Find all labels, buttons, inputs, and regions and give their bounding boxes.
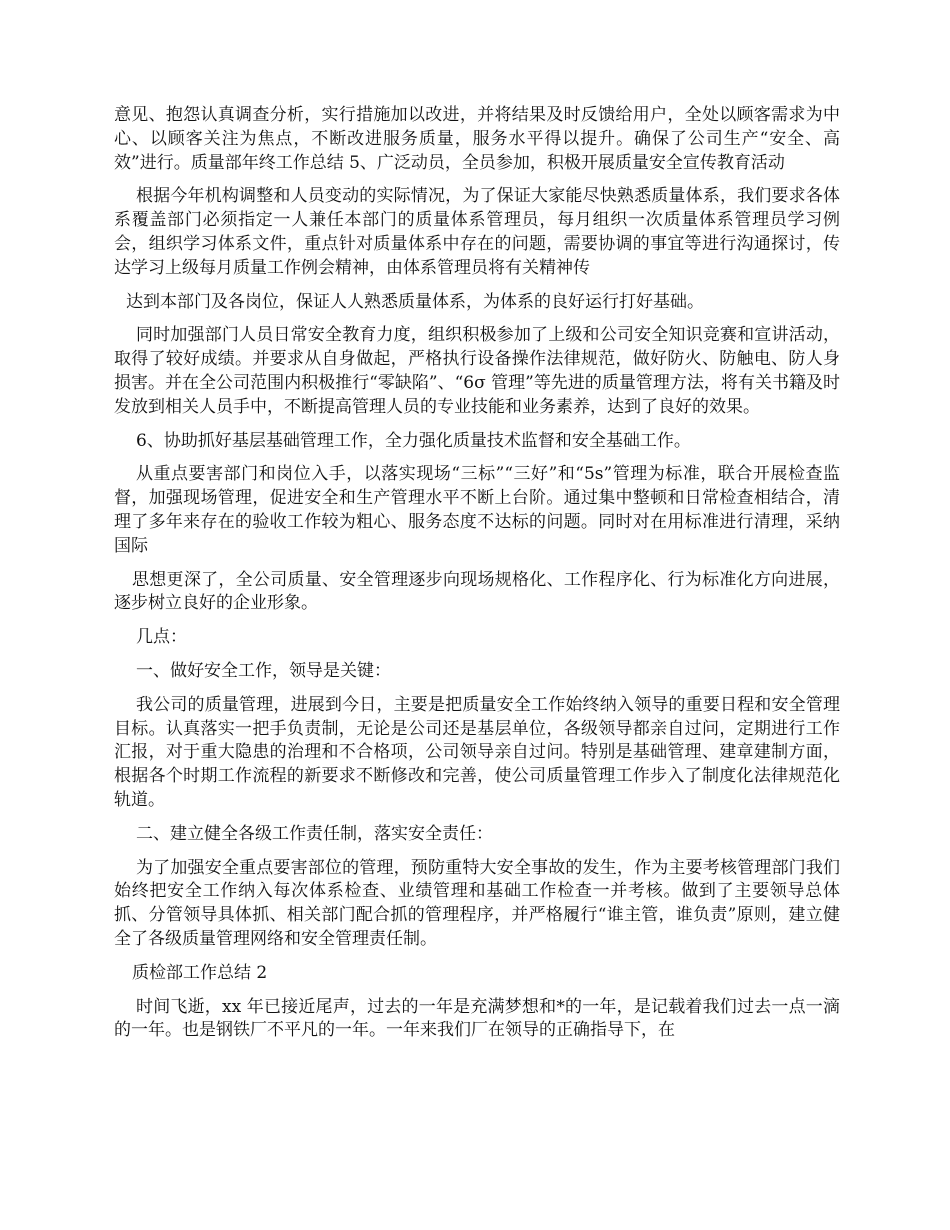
heading-summary-2: 质检部工作总结 2 [132,962,268,983]
paragraph-responsibility-system: 为了加强安全重点要害部位的管理，预防重特大安全事故的发生，作为主要考核管理部门我们始终把安全工作纳入每次体系检查、业绩管理和基础工作检查一并考核。做到了主要领导总体抓、分管领导具体抓、相关部门配合抓的管理程序，并严格履行“谁主管，谁负责”原则，建立健全了各级质量管理网络和安全管理责任制。 [114,857,840,949]
paragraph-section-6-heading: 6、协助抓好基层基础管理工作，全力强化质量技术监督和安全基础工作。 [136,430,691,451]
heading-leadership-key: 一、做好安全工作，领导是关键： [136,660,391,681]
paragraph-site-management: 从重点要害部门和岗位入手，以落实现场“三标”“三好”和“5s”管理为标准，联合开展检查监督，加强现场管理，促进安全和生产管理水平不断上台阶。通过集中整顿和日常检查相结合，清理了多年来存在的验收工作较为粗心、服务态度不达标的问题。同时对在用标准进行清理，采纳国际 [114,464,840,556]
paragraph-quality-system-adjustment: 根据今年机构调整和人员变动的实际情况，为了保证大家能尽快熟悉质量体系，我们要求各体系覆盖部门必须指定一人兼任本部门的质量体系管理员，每月组织一次质量体系管理员学习例会，组织学习体系文件，重点针对质量体系中存在的问题，需要协调的事宜等进行沟通探讨，传达学习上级每月质量工作例会精神，由体系管理员将有关精神传 [114,186,840,278]
paragraph-points: 几点： [136,627,187,648]
paragraph-customer-feedback: 意见、抱怨认真调查分析，实行措施加以改进，并将结果及时反馈给用户，全处以顾客需求为中心、以顾客关注为焦点，不断改进服务质量，服务水平得以提升。确保了公司生产“安全、高效”进行。质量部年终工作总结 5、广泛动员，全员参加，积极开展质量安全宣传教育活动 [114,105,840,173]
paragraph-leadership-management: 我公司的质量管理，进展到今日，主要是把质量安全工作始终纳入领导的重要日程和安全管理目标。认真落实一把手负责制，无论是公司还是基层单位，各级领导都亲自过问，定期进行工作汇报，对于重大隐患的治理和不合格项，公司领导亲自过问。特别是基础管理、建章建制方面，根据各个时期工作流程的新要求不断修改和完善，使公司质量管理工作步入了制度化法律规范化轨道。 [114,694,840,810]
paragraph-safety-education: 同时加强部门人员日常安全教育力度，组织积极参加了上级和公司安全知识竞赛和宣讲活动，取得了较好成绩。并要求从自身做起，严格执行设备操作法律规范，做好防火、防触电、防人身损害。并在全公司范围内积极推行“零缺陷”、“6σ 管理”等先进的质量管理方法，将有关书籍及时发放到相关人员手中，不断提高管理人员的专业技能和业务素养，达到了良好的效果。 [114,325,840,417]
paragraph-quality-system-familiarity: 达到本部门及各岗位，保证人人熟悉质量体系，为体系的良好运行打好基础。 [126,291,704,312]
heading-responsibility-system: 二、建立健全各级工作责任制，落实安全责任： [136,823,493,844]
document-page [114,104,840,1053]
paragraph-year-review: 时间飞逝，xx 年已接近尾声，过去的一年是充满梦想和*的一年，是记载着我们过去一点一滴的一年。也是钢铁厂不平凡的一年。一年来我们厂在领导的正确指导下，在 [114,996,840,1041]
paragraph-corporate-image: 思想更深了，全公司质量、安全管理逐步向现场规格化、工作程序化、行为标准化方向进展，逐步树立良好的企业形象。 [114,569,840,614]
